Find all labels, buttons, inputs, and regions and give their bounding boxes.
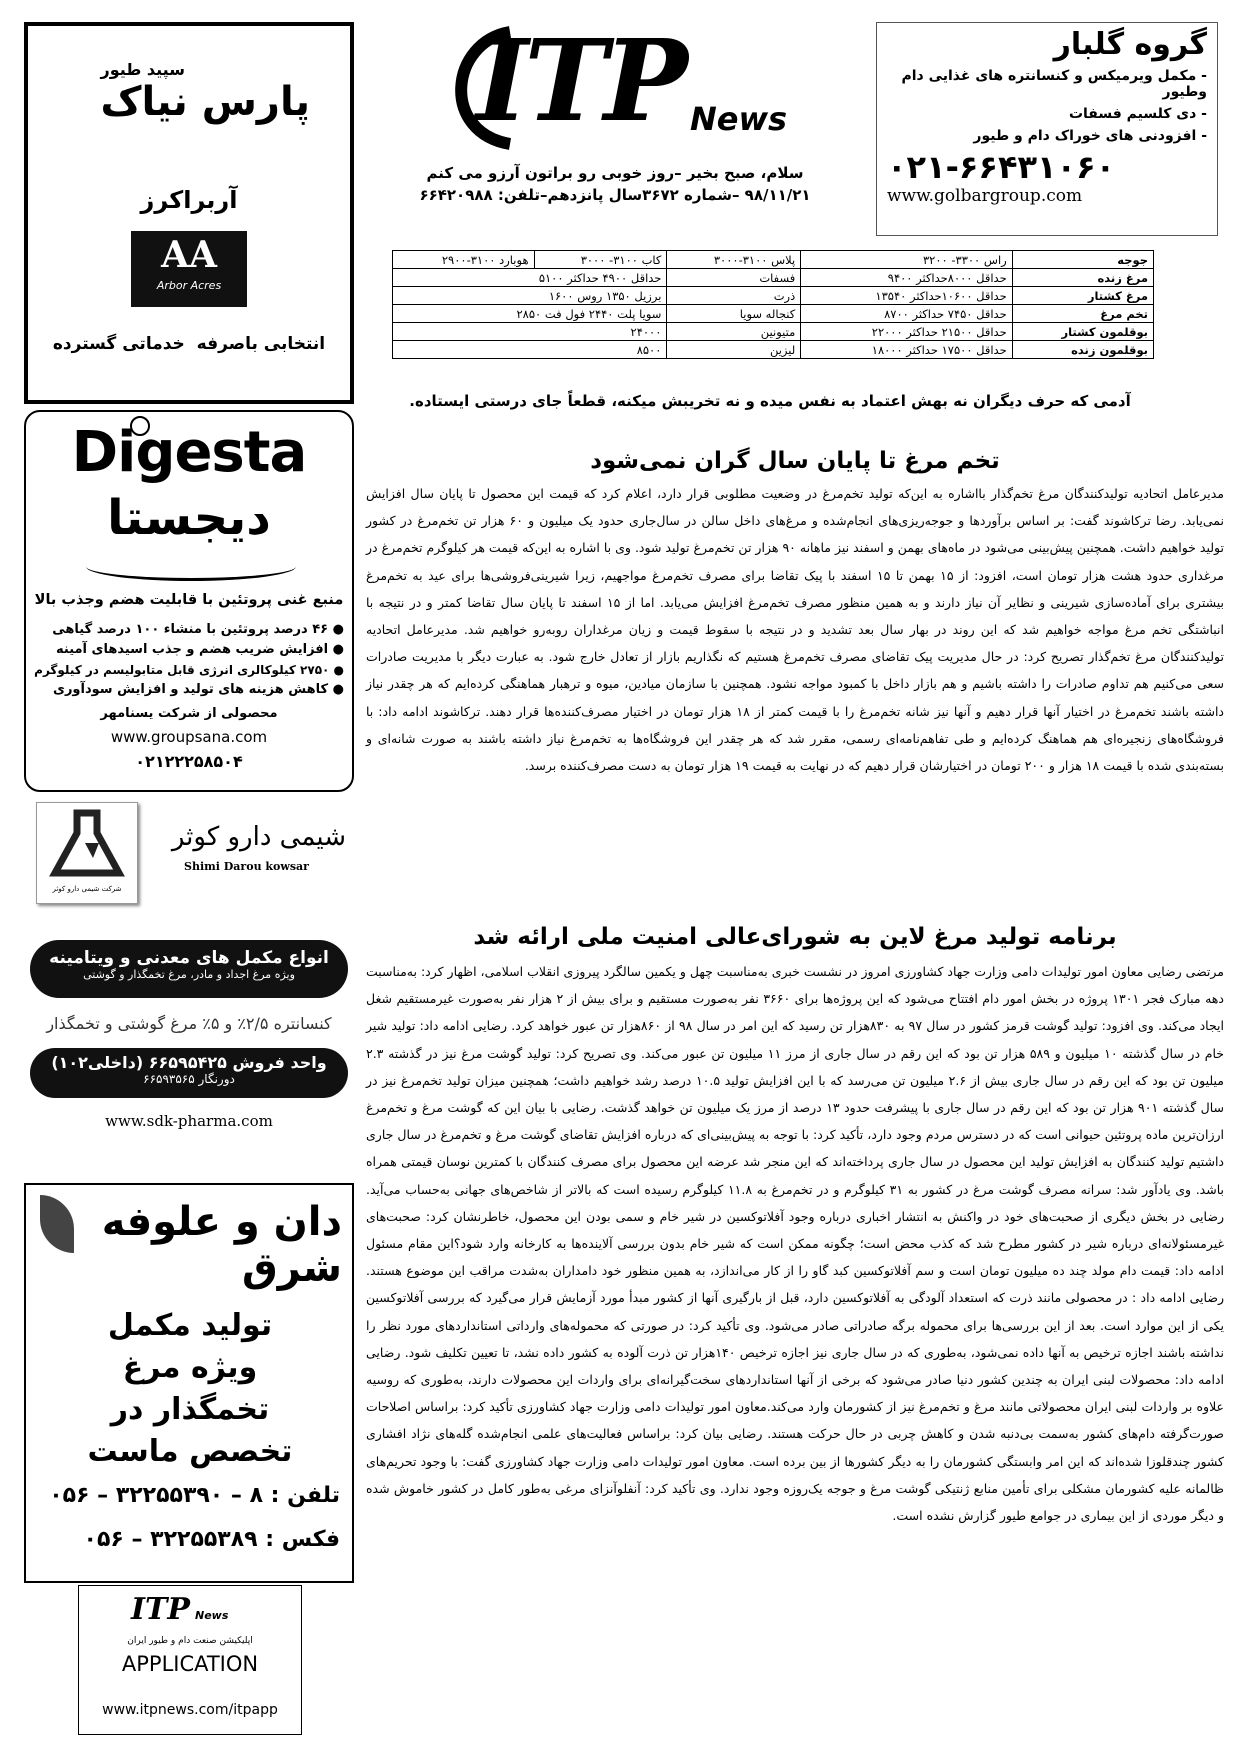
digesta-bullet: ● ۲۷۵۰ کیلوکالری انرژی قابل متابولیسم در کیلوگرم: [34, 663, 344, 677]
price-cell: برزیل ۱۳۵۰ روس ۱۶۰۰: [393, 287, 667, 305]
price-cell: پلاس ۳۱۰۰-۳۰۰۰: [667, 251, 801, 269]
price-cell: راس ۳۳۰۰- ۳۲۰۰: [801, 251, 1012, 269]
kowsar-persian-name: شیمی دارو کوثر: [171, 822, 346, 852]
golbar-title: گروه گلبار: [1053, 27, 1207, 62]
pars-niak-brand-small: سپید طیور: [100, 60, 185, 79]
article-1-body: مدیرعامل اتحادیه تولیدکنندگان مرغ تخم‌گذار بااشاره به این‌که تولید تخم‌مرغ در وضعیت مطلوبی قرار دارد، اعلام کرد که قیمت این محصول تا پایان سال افزایش نمی‌یابد. رضا ترکاشوند گفت: بر اساس برآوردها و جوجه‌ریزی‌های انجام‌شده و مرغ‌های داخل سالن در سال‌جاری حدود یک میلیون و ۶۰ هزار تن تخم‌مرغ در کشور تولید خواهیم داشت. همچنین پیش‌بینی می‌شود در ماه‌های بهمن و اسفند نیز ماهانه ۹۰ هزار تن تخم‌مرغ تولید شود. وی با اشاره به این‌که قیمت هر کیلوگرم تخم‌مرغ در مرغداری حدود هشت هزار تومان است، افزود: از ۱۵ بهمن تا ۱۵ اسفند با پیک تقاضا برای مصرف تخم‌مرغ مواجهیم، زیرا شیرینی‌فروشی‌ها برای عید به تخم‌مرغ بیشتری برای آماده‌سازی شیرینی و نظایر آن نیاز دارند و به همین منظور مصرف تخم‌مرغ افزایش می‌یابد. اما از ۱۵ اسفند تا پایان سال تقاضا کمتر و در نتیجه با انباشتگی تخم مرغ مواجه خواهیم شد که این روند در بهار سال بعد تشدید و در نتیجه با سقوط قیمت و زیان مرغداران روبه‌رو خواهیم شد. مدیرعامل اتحادیه تولیدکنندگان مرغ تخم‌گذار تصریح کرد: در حال مدیریت پیک تقاضای مصرف تخم‌مرغ هستیم که نگذاریم بازار از تعادل خارج شود. به عبارت دیگر با مدیریت صادرات سعی می‌کنیم هم تداوم صادرات را داشته باشیم و هم بازار داخل با کمبود مواجه نشود. همچنین با سازمان میادین، میوه و ترهبار هماهنگی کرده‌ایم که هر چقدر نیاز داشته باشند تخم‌مرغ در اختیار آنها قرار دهیم و آنها نیز شانه تخم‌مرغ را با قیمت کمتر از ۱۸ هزار تومان در اختیار مصرف‌کننده‌ها قرار دهند. ترکاشوند ادامه داد: با فروشگاه‌های زنجیره‌ای هم هماهنگ کرده‌ایم و طی تفاهم‌نامه‌ای رسمی، مقرر شد که هر چقدر این فروشگاه‌ها به تخم‌مرغ نیاز داشته باشند به صورت شانه‌ای و بسته‌بندی شده با قیمت ۱۸ هزار و ۲۰۰ تومان در اختیارشان قرار دهیم که در نهایت به قیمت ۱۹ هزار تومان به دست مصرف‌کننده برسد.: [366, 486, 1224, 774]
price-row: [393, 269, 1154, 287]
sdk-pill-1-line-1: انواع مکمل های معدنی و ویتامینه: [49, 948, 329, 968]
pars-niak-brand: پارس نیاک: [100, 79, 310, 125]
price-cell: بوقلمون کشتار: [1012, 323, 1153, 341]
issue-line: ۹۸/۱۱/۲۱ –شماره ۳۶۷۲سال پانزدهم–تلفن: ۶۶۴۲۰۹۸۸: [419, 186, 811, 204]
shargh-title: دان و علوفه شرق: [101, 1199, 342, 1291]
pars-niak-product: آربراکرز: [140, 186, 238, 214]
golbar-website: www.golbargroup.com: [887, 186, 1083, 206]
itp-app-ad[interactable]: [78, 1585, 302, 1735]
price-row: [393, 305, 1154, 323]
app-logo-sub: News: [195, 1609, 229, 1622]
itp-news-logo: [440, 16, 800, 152]
app-logo-text: ITP: [131, 1592, 190, 1627]
sdk-pill-1-line-2: ویژه مرغ اجداد و مادر، مرغ تخمگذار و گوشتی: [83, 968, 295, 981]
shargh-body: تولید مکمل ویژه مرغ تخمگذار در تخصص ماست: [87, 1308, 293, 1469]
arbor-acres-mark-icon: AA: [161, 234, 217, 276]
shargh-feed-ad: [24, 1183, 354, 1583]
price-cell: بوقلمون زنده: [1012, 341, 1153, 359]
kowsar-logo: [36, 802, 138, 904]
arbor-acres-logo-text: Arbor Acres: [156, 279, 222, 292]
digesta-phone: ۰۲۱۲۲۲۵۸۵۰۴: [135, 752, 243, 771]
pars-niak-tagline: انتخابی باصرفه خدماتی گسترده: [52, 334, 326, 354]
article-2-title: برنامه تولید مرغ لاین به شورای‌عالی امنیت ملی ارائه شد: [473, 924, 1117, 950]
price-row: [393, 287, 1154, 305]
price-cell: فسفات: [667, 269, 801, 287]
golbar-phone: ۰۲۱-۶۶۴۳۱۰۶۰: [887, 148, 1116, 186]
digesta-smile-icon: [86, 552, 296, 581]
price-row: [393, 341, 1154, 359]
price-cell: ذرت: [667, 287, 801, 305]
digesta-bullet: ● ۴۶ درصد پروتئین با منشاء ۱۰۰ درصد گیاهی: [52, 622, 344, 637]
price-cell: حداقل ۲۱۵۰۰ حداکثر ۲۲۰۰۰: [801, 323, 1012, 341]
digesta-dot-icon: [130, 416, 150, 436]
digesta-bullet: ● کاهش هزینه های تولید و افزایش سودآوری: [53, 682, 344, 697]
price-cell: حداقل ۸۰۰۰حداکثر ۹۴۰۰: [801, 269, 1012, 287]
pars-niak-ad: [24, 22, 354, 404]
digesta-bullets: [28, 620, 344, 700]
digesta-headline: منبع غنی پروتئین با قابلیت هضم وجذب بالا: [34, 592, 344, 608]
golbar-line-3: - افزودنی های خوراک دام و طیور: [973, 128, 1207, 144]
price-cell: حداقل ۱۷۵۰۰ حداکثر ۱۸۰۰۰: [801, 341, 1012, 359]
price-cell: حداقل ۴۹۰۰ حداکثر ۵۱۰۰: [393, 269, 667, 287]
sdk-concentrate: کنسانتره ۲/۵٪ و ۵٪ مرغ گوشتی و تخمگذار: [46, 1014, 332, 1033]
price-row: [393, 323, 1154, 341]
app-label: APPLICATION: [121, 1652, 259, 1676]
kowsar-ad: [24, 798, 354, 906]
kowsar-logo-caption: شرکت شیمی دارو کوثر: [52, 885, 122, 893]
digesta-bullet: ● افزایش ضریب هضم و جذب اسیدهای آمینه: [56, 642, 344, 657]
arbor-acres-logo: [131, 231, 247, 307]
article-2-body: مرتضی رضایی معاون امور تولیدات دامی وزارت جهاد کشاورزی امروز در نشست خبری به‌مناسبت چهل و یکمین سالگرد پیروزی انقلاب اسلامی، اظهار کرد: به‌مناسبت دهه مبارک فجر ۱۳۰۱ پروژه در بخش امور دام افتتاح می‌شود که این پروژه‌ها برای ۳۶۶۰ نفر به‌صورت مستقیم و برای بیش از ۲ هزار نفر به‌صورت غیرمستقیم شغل ایجاد می‌کند. وی افزود: تولید گوشت قرمز کشور در سال ۹۷ به ۸۳۰هزار تن رسید که این امر در سال ۹۸ از ۸۶۰هزار تن عبور خواهد کرد. رضایی ادامه داد: تولید شیر خام در سال گذشته ۱۰ میلیون و ۵۸۹ هزار تن بود که این رقم در سال جاری از مرز ۱۱ میلیون تن عبور می‌کند. وی تصریح کرد: تولید گوشت مرغ نیز در گذشته ۲.۳ میلیون تن بود که این رقم در سال جاری بیش از ۲.۶ میلیون تن می‌رسد که با این افزایش تولید ۱۰.۵ درصد رشد خواهیم داشت؛ همچنین میزان تولید تخم‌مرغ نیز در سال گذشته ۹۰۱ هزار تن بود که این رقم در سال جاری با پیشرفت حدود ۱۳ درصد از مرز یک میلیون تن خواهد گذشت. رضایی با بیان این که گوشت مرغ و تخم‌مرغ ارزان‌ترین ماده پروتئین حیوانی است که در دسترس مردم وجود دارد، تأکید کرد: با توجه به پیش‌بینی‌ای که درباره افزایش تقاضای گوشت مرغ و تخم‌مرغ در سال جاری داشتیم تولید کنندگان به افزایش تولید این محصول در سال جاری پرداخته‌اند که این منجر شد عرضه این محصول برای مصرف کنندگان با کمترین نوسان قیمتی همراه باشد. وی یادآور شد: سرانه مصرف گوشت مرغ در کشور به ۳۱ کیلوگرم و در تخم‌مرغ به ۱۱.۸ کیلوگرم رسیده است که بالاتر از شاخص‌های جهانی به‌حساب می‌آید. رضایی در بخش دیگری از صحبت‌های خود در واکنش به انتشار اخباری درباره وجود آفلاتوکسین در شیر خام و سمی بودن این محصول، خاطرنشان کرد: صحبت‌های غیرمسئولانه‌ای درباره شیر در کشور مطرح شد که کذب محض است؛ چگونه ممکن است که شیر خام بدون بررسی آلاینده‌ها به کارخانه وارد شود؟این مقام مسئول ادامه داد: قیمت دام مولد چند ده میلیون تومان است و سم آفلاتوکسین کبد گاو را از کار می‌اندازد، به همین منظور خود دامداران به‌شدت مراقب این موضوع هستند. رضایی ادامه داد : در محصولی مانند ذرت که استعداد آلودگی به آفلاتوکسین دارد، قبل از بارگیری آنها از کشور مبدأ مورد آزمایش قرار می‌گیرد که بررسی آفلاتوکسین یکی از این موارد است. بعد از این بررسی‌ها برای محموله برگه صادراتی صادر می‌شود. وی تأکید کرد: در صورتی که محموله‌های وارداتی استانداردهای مورد نظر را نداشته باشند اجازه ترخیص به آنها داده نمی‌شود، به‌طوری که در سال جاری نیز اجازه ترخیص ۱۴۰هزار تن ذرت آلوده به کشور داده نشد، تا تعیین تکلیف شود. رضایی ادامه داد: محصولات لبنی ایران به چندین کشور دنیا صادر می‌شود که برخی از آنها استانداردهای سخت‌گیرانه‌ای برای واردات این محصولات دارند، به‌طوری که روسیه علاوه بر واردات لبنی ایران محصولاتی مانند مرغ و تخم‌مرغ نیز از کشورمان وارد می‌کند.معاون امور تولیدات دامی وزارت جهاد کشاورزی تأکید کرد: براساس اصلاحات صورت‌گرفته دام‌های کشور به‌سمت بی‌دنبه شدن و کاهش چربی در حال حرکت هستند. رضایی بیان کرد: براساس فعالیت‌های علمی انجام‌شده گله‌های نژاد افشاری کشور چندقلوزا شده‌اند که این امر وابستگی کشورمان را به دیگر کشورها از بین برده است. معاون امور تولیدات دامی وزارت جهاد کشاورزی گفت: با وجود تحریم‌های ظالمانه علیه کشورمان مشکلی برای تأمین منابع ژنتیکی گوشت مرغ و جوجه یک‌روزه وجود ندارد. وی تأکید کرد: آنفلوآنزای مرغی به‌طور کامل در کشور خاموش شده و دیگر موردی از این بیماری در جوامع طیور گزارش نشده است.: [366, 964, 1224, 1524]
price-cell: لیزین: [667, 341, 801, 359]
app-website-link[interactable]: www.itpnews.com/itpapp: [102, 1702, 278, 1718]
price-cell: حداقل ۷۴۵۰ حداکثر ۸۷۰۰: [801, 305, 1012, 323]
app-logo: [131, 1592, 228, 1630]
digesta-persian-logo: دیجستا: [107, 490, 271, 546]
price-cell: هوبارد ۳۱۰۰-۲۹۰۰: [393, 251, 535, 269]
price-row: [393, 251, 1154, 269]
kowsar-latin-name: Shimi Darou kowsar: [184, 860, 309, 873]
sdk-website: www.sdk-pharma.com: [105, 1112, 273, 1130]
price-cell: ۸۵۰۰: [393, 341, 667, 359]
price-cell: تخم مرغ: [1012, 305, 1153, 323]
price-cell: کاب ۳۱۰۰- ۳۰۰۰: [534, 251, 667, 269]
price-cell: سویا پلت ۲۴۴۰ فول فت ۲۸۵۰: [393, 305, 667, 323]
price-cell: مرغ زنده: [1012, 269, 1153, 287]
logo-sub-text: News: [690, 100, 788, 138]
sdk-pill-1: [30, 940, 348, 998]
sdk-fax: دورنگار ۶۶۵۹۳۵۶۵: [143, 1072, 235, 1086]
sdk-pill-2: [30, 1048, 348, 1098]
logo-main-text: ITP: [476, 16, 684, 147]
price-cell: مرغ کشتار: [1012, 287, 1153, 305]
digesta-company: محصولی از شرکت یسنامهر: [100, 706, 278, 721]
digesta-ad: [24, 410, 354, 792]
digesta-website: www.groupsana.com: [110, 728, 268, 746]
greeting-line: سلام، صبح بخیر –روز خوبی رو براتون آرزو می کنم: [426, 164, 804, 182]
golbar-line-2: - دی کلسیم فسفات: [1068, 106, 1207, 122]
price-table: [392, 250, 1154, 359]
golbar-ad: [876, 22, 1218, 236]
price-cell: متیونین: [667, 323, 801, 341]
price-cell: حداقل ۱۰۶۰۰حداکثر ۱۳۵۴۰: [801, 287, 1012, 305]
sdk-pharma-ad: [24, 940, 354, 1180]
flask-icon: [37, 803, 137, 881]
shargh-fax: فکس : ۳۲۲۵۵۳۸۹ – ۰۵۶: [83, 1527, 340, 1552]
article-1-title: تخم مرغ تا پایان سال گران نمی‌شود: [590, 448, 1000, 474]
sdk-sales-phone: واحد فروش ۶۶۵۹۵۴۲۵ (داخلی۱۰۲): [51, 1053, 327, 1072]
price-cell: کنجاله سویا: [667, 305, 801, 323]
app-caption: اپلیکیشن صنعت دام و طیور ایران: [127, 1636, 253, 1646]
daily-quote: آدمی که حرف دیگران نه بهش اعتماد به نفس میده و نه تخریبش میکنه، قطعاً جای درستی ایستاده.: [409, 392, 1131, 410]
golbar-line-1: - مکمل ویرمیکس و کنسانتره های غذایی دام وطیور: [901, 68, 1207, 100]
price-cell: جوجه: [1012, 251, 1153, 269]
price-cell: ۲۴۰۰۰: [393, 323, 667, 341]
digesta-latin-logo: Digesta: [71, 420, 307, 485]
shargh-phone: تلفن : ۸ – ۳۲۲۵۵۳۹۰ – ۰۵۶: [49, 1483, 340, 1508]
